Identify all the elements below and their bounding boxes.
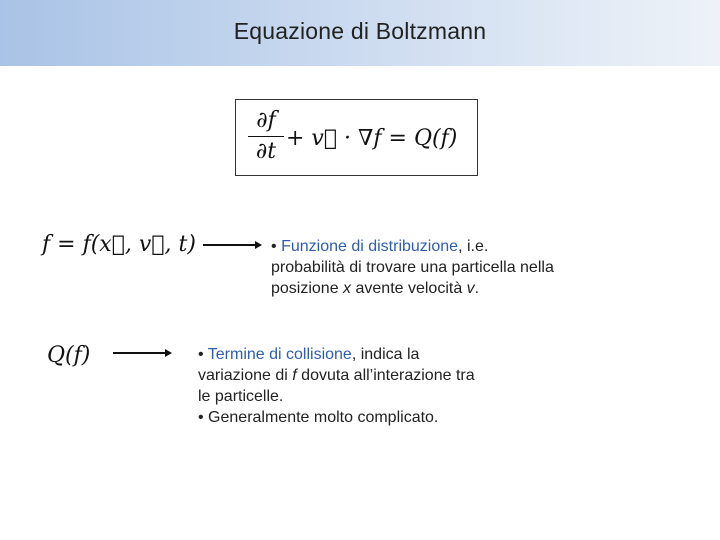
term-distribution-function: Funzione di distribuzione xyxy=(281,238,459,255)
fraction-bar xyxy=(248,136,284,137)
text-segment: , indica la xyxy=(351,346,420,363)
boltzmann-equation-box xyxy=(235,99,478,176)
text-segment: posizione xyxy=(271,280,344,297)
note-bullet: • Generalmente molto complicato. xyxy=(198,409,439,426)
page-title: Equazione di Boltzmann xyxy=(233,18,487,44)
arrow-icon xyxy=(113,352,170,354)
arrow-icon xyxy=(203,244,260,246)
text-segment: avente velocità xyxy=(351,280,467,297)
text-segment: . xyxy=(474,280,480,297)
text-segment: , i.e. xyxy=(458,238,489,255)
text-segment: variazione di xyxy=(198,367,293,384)
text-line: le particelle. xyxy=(198,388,284,405)
fraction-denominator: ∂t xyxy=(255,139,277,164)
equation-rhs: + v⃗ · ∇f = Q(f) xyxy=(286,126,458,151)
variable-v: v xyxy=(466,280,475,297)
collision-term-description xyxy=(198,344,538,428)
text-line: probabilità di trovare una particella nella xyxy=(271,259,554,276)
term-collision: Termine di collisione xyxy=(207,346,352,363)
bullet: • xyxy=(198,346,204,363)
distribution-function-description xyxy=(271,236,616,299)
bullet: • xyxy=(271,238,277,255)
collision-term-formula: Q(f) xyxy=(47,343,91,368)
variable-f: f xyxy=(292,367,297,384)
distribution-function-formula: f = f(x⃗, v⃗, t) xyxy=(42,232,196,257)
fraction-numerator: ∂f xyxy=(256,108,276,133)
variable-x: x xyxy=(343,280,352,297)
partial-derivative-fraction xyxy=(248,108,284,165)
text-segment: dovuta all’interazione tra xyxy=(296,367,475,384)
